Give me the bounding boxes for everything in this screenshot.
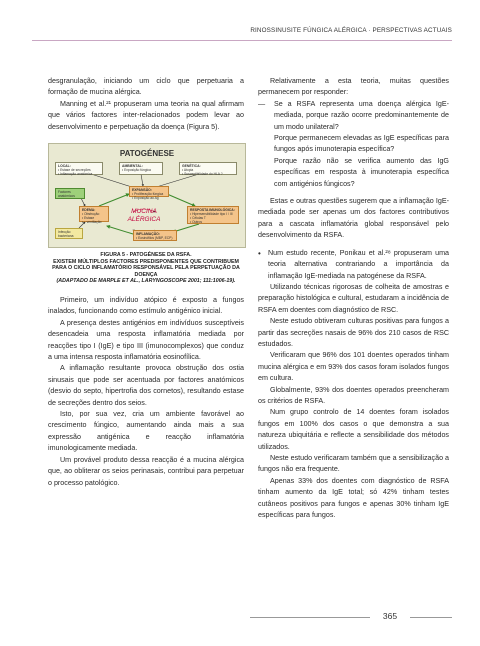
box-ambiental: [119, 162, 163, 175]
box-edema: [79, 206, 109, 225]
figure-caption: [48, 252, 244, 285]
box-resposta-head: RESPOSTA IMUNOLÓGICA:: [190, 208, 235, 213]
box-local-items: • Estase de secreções • Inflamação anatómica: [58, 168, 93, 177]
box-edema-head: EDEMA:: [82, 208, 96, 213]
right-column: [258, 76, 449, 521]
right-paragraph-9: Neste estudo verificaram também que a sensibilização a fungos não era frequente.: [258, 454, 450, 474]
figure-title: PATOGÉNESE: [119, 149, 175, 159]
box-inflamacao-items: • Eosinófilos (MBP, ECP): [136, 236, 173, 241]
caption-body: EXISTEM MÚLTIPLOS FACTORES PREDISPONENTES QUE CONTRIBUEM PARA O CICLO INFLAMATÓRIO RESPONSÁVEL PELA PERPETUAÇÃO DA DOENÇA: [52, 258, 240, 278]
footer-rule-right: [410, 617, 452, 618]
box-ambiental-items: • Exposição fúngica: [122, 168, 151, 173]
dash-marker: —: [258, 99, 266, 108]
right-paragraph-4: Utilizando técnicas rigorosas de colheita de amostras e preparação histológica e cultural, estudaram a incidência de RSFA em doentes com diagnóstico de RSC.: [258, 282, 449, 314]
page-number: 365: [370, 611, 410, 621]
figure-5-diagram: [48, 143, 246, 248]
question-3: Porque razão não se verifica aumento das IgG específicas em resposta à imunoterapia específica com antigénios fúngicos?: [274, 156, 449, 188]
left-column: [48, 76, 244, 489]
right-paragraph-5: Neste estudo obtiveram culturas positivas para fungos a partir das secreções nasais de 96% dos 210 casos de RSC estudados.: [258, 317, 449, 348]
left-paragraph-2: Manning et al.²¹ propuseram uma teoria na qual afirmam que vários factores inter-relacionados podem levar ao desenvolvimento e perpetuação da doença (Figura 5).: [48, 99, 244, 131]
question-2: Porque permanecem elevadas as IgE específicas para fungos após imunoterapia específica?: [274, 134, 449, 154]
box-genetica-items: • Atopia • Susceptibilidade do HLA ?: [182, 168, 223, 177]
left-paragraph-6: Isto, por sua vez, cria um ambiente favorável ao crescimento fúngico, aumentando ainda mais a sua expressão antigénica e reacção inflamatória imunologicamente mediada.: [48, 410, 244, 453]
box-expansao-head: EXPANSÃO:: [132, 188, 152, 193]
box-factores: Factores anatómicos: [55, 188, 85, 199]
header-rule: [32, 40, 452, 41]
right-paragraph-1: Relativamente a esta teoria, muitas questões permanecem por responder:: [258, 77, 449, 97]
caption-source: (ADAPTADO DE MARPLE ET AL., LARYNGOSCOPE 2001; 111:1006-19).: [56, 278, 236, 285]
box-genetica-head: GENÉTICA:: [182, 164, 201, 169]
box-expansao-items: • Proliferação fúngica • Exposição ao Ag: [132, 192, 164, 201]
box-inflamacao: [133, 230, 177, 241]
left-paragraph-5: A inflamação resultante provoca obstrução dos ostia sinusais que pode ser acentuada por factores anatómicos (desvio do septo, hipertrofia dos cornetos), resultando estase de secreções dentro dos seios.: [48, 364, 244, 407]
box-edema-items: • Obstrução • Estase • ↓ ventilação: [82, 212, 102, 225]
running-title: RINOSSINUSITE FÚNGICA ALÉRGICA · PERSPECTIVAS ACTUAIS: [250, 27, 452, 34]
question-1-text: Se a RSFA representa uma doença alérgica IgE-mediada, porque razão ocorre predominantemente de um modo unilateral?: [274, 99, 449, 131]
right-paragraph-7: Globalmente, 93% dos doentes operados preencheram os critérios de RSFA.: [258, 385, 449, 405]
right-paragraph-6: Verificaram que 96% dos 101 doentes operados tinham mucina alérgica e em 93% dos casos foram isolados fungos em cultura.: [258, 351, 449, 383]
box-resposta: [187, 206, 239, 224]
question-1: [258, 99, 449, 133]
right-paragraph-2: Estas e outras questões sugerem que a inflamação IgE-mediada pode ser apenas um dos factores contributivos para a cascata inflamatória global responsável pelo desenvolvimento da RSFA.: [258, 197, 449, 240]
box-genetica: [179, 162, 237, 175]
box-inflamacao-head: INFLAMAÇÃO:: [136, 232, 160, 237]
box-local: [55, 162, 103, 175]
box-local-head: LOCAL:: [58, 164, 71, 169]
box-ambiental-head: AMBIENTAL:: [122, 164, 143, 169]
center-mucina-alergica: MUCINA ALÉRGICA: [127, 208, 161, 224]
right-paragraph-10: Apenas 33% dos doentes com diagnóstico de RSFA tinham aumento da IgE total; só 42% tinham testes cutâneos positivos para fungos e apenas 30% tinham IgE específicas para fungos.: [258, 476, 449, 520]
box-infeccao: Infecção bacteriana: [55, 228, 83, 239]
box-resposta-items: • Hipersensibilidade tipo I / III • Células T • Outros: [190, 212, 233, 225]
left-paragraph-1: desgranulação, iniciando um ciclo que perpetuaria a formação de mucina alérgica.: [48, 77, 244, 97]
right-paragraph-8: Num grupo controlo de 14 doentes foram isolados fungos em 100% dos casos o que demonstra a sua natureza ubiquitária e reflecte a sensibilidade dos métodos utilizados.: [258, 408, 449, 451]
bullet-marker: •: [258, 248, 261, 258]
running-header: [0, 0, 480, 52]
left-paragraph-4: A presença destes antigénios em indivíduos susceptíveis desencadeia uma resposta inflamatória mediada por reacções tipo I (IgE) e tipo III (imunocomplexos) que conduz a uma intensa resposta inflamatória eosinofílica.: [48, 318, 244, 362]
left-paragraph-3: Primeiro, um indivíduo atópico é exposto a fungos inalados, funcionando como estímulo antigénico inicial.: [48, 296, 244, 316]
bullet-paragraph: [258, 248, 449, 282]
left-paragraph-7: Um provável produto dessa reacção é a mucina alérgica que, ao obliterar os seios perinasais, contribui para perpetuar o processo patológico.: [48, 455, 244, 487]
box-expansao: [129, 186, 169, 201]
right-paragraph-3: Num estudo recente, Ponikau et al.²⁸ propuseram uma teoria alternativa contrariando a importância da inflamação IgE-mediada na patogénese da RSFA.: [268, 248, 449, 280]
caption-title: FIGURA 5 - PATOGÉNESE DA RSFA.: [100, 252, 192, 259]
